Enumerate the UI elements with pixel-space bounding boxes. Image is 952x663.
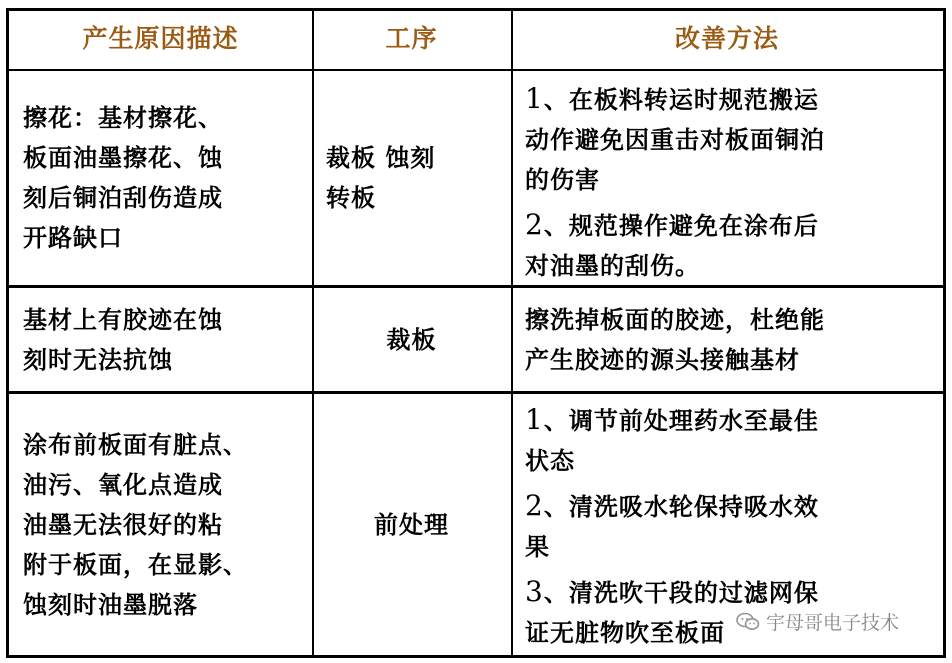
row-2-method	[511, 288, 943, 391]
method-text: 产生胶迹的源头接触基材	[525, 345, 800, 374]
row-3-cause	[9, 394, 312, 655]
cause-line: 油污、氧化点造成	[23, 470, 223, 499]
row-3-process	[312, 394, 511, 655]
header-cause: 产生原因描述	[82, 24, 239, 53]
row-2-cause	[9, 288, 312, 391]
method-text: 、规范操作避免在涂布后	[543, 212, 819, 240]
method-text: 对油墨的刮伤。	[525, 252, 700, 280]
method-text: 擦洗掉板面的胶迹，杜绝能	[525, 305, 825, 334]
method-text: 、清洗吸水轮保持吸水效	[543, 493, 819, 521]
method-item	[525, 486, 937, 567]
process-line: 裁板 蚀刻	[326, 144, 436, 172]
cause-line: 板面油墨擦花、蚀	[23, 144, 223, 172]
cause-line: 涂布前板面有脏点、	[23, 430, 248, 459]
wechat-icon	[736, 612, 760, 632]
method-number: 1	[525, 403, 544, 436]
method-text: 果	[525, 533, 550, 561]
cause-line: 基材上有胶迹在蚀	[23, 305, 223, 334]
watermark	[736, 608, 899, 635]
cause-line: 开路缺口	[23, 224, 123, 252]
process-table	[6, 8, 946, 658]
process-line: 转板	[326, 184, 376, 212]
row-1-cause	[9, 71, 312, 285]
watermark-text: 宇母哥电子技术	[766, 612, 900, 634]
method-item	[525, 79, 937, 200]
cause-line: 油墨无法很好的粘	[23, 510, 223, 539]
method-number: 2	[525, 489, 544, 522]
method-text: 、调节前处理药水至最佳	[543, 407, 819, 435]
method-item	[525, 400, 937, 481]
cause-line: 刻时无法抗蚀	[23, 345, 173, 374]
method-text: 动作避免因重击对板面铜泊	[525, 126, 825, 154]
cause-line: 刻后铜泊刮伤造成	[23, 184, 223, 212]
row-2-process	[312, 288, 511, 391]
header-method: 改善方法	[674, 24, 779, 53]
method-text: 状态	[525, 447, 575, 475]
method-text: 证无脏物吹至板面	[525, 619, 725, 647]
process-line: 裁板	[386, 325, 437, 354]
cause-line: 附于板面，在显影、	[23, 550, 248, 579]
method-number: 1	[525, 82, 544, 115]
row-1-method	[511, 71, 943, 285]
process-line: 前处理	[374, 510, 449, 539]
method-number: 2	[525, 208, 544, 241]
header-process: 工序	[385, 24, 438, 53]
method-text: 、在板料转运时规范搬运	[543, 86, 819, 114]
method-text: 的伤害	[525, 166, 600, 194]
cause-line: 蚀刻时油墨脱落	[23, 590, 198, 619]
cause-line: 擦花：基材擦花、	[23, 104, 223, 132]
method-item	[525, 205, 937, 286]
row-1-process	[312, 71, 511, 285]
method-number: 3	[525, 575, 544, 608]
method-text: 、清洗吹干段的过滤网保	[543, 579, 819, 607]
